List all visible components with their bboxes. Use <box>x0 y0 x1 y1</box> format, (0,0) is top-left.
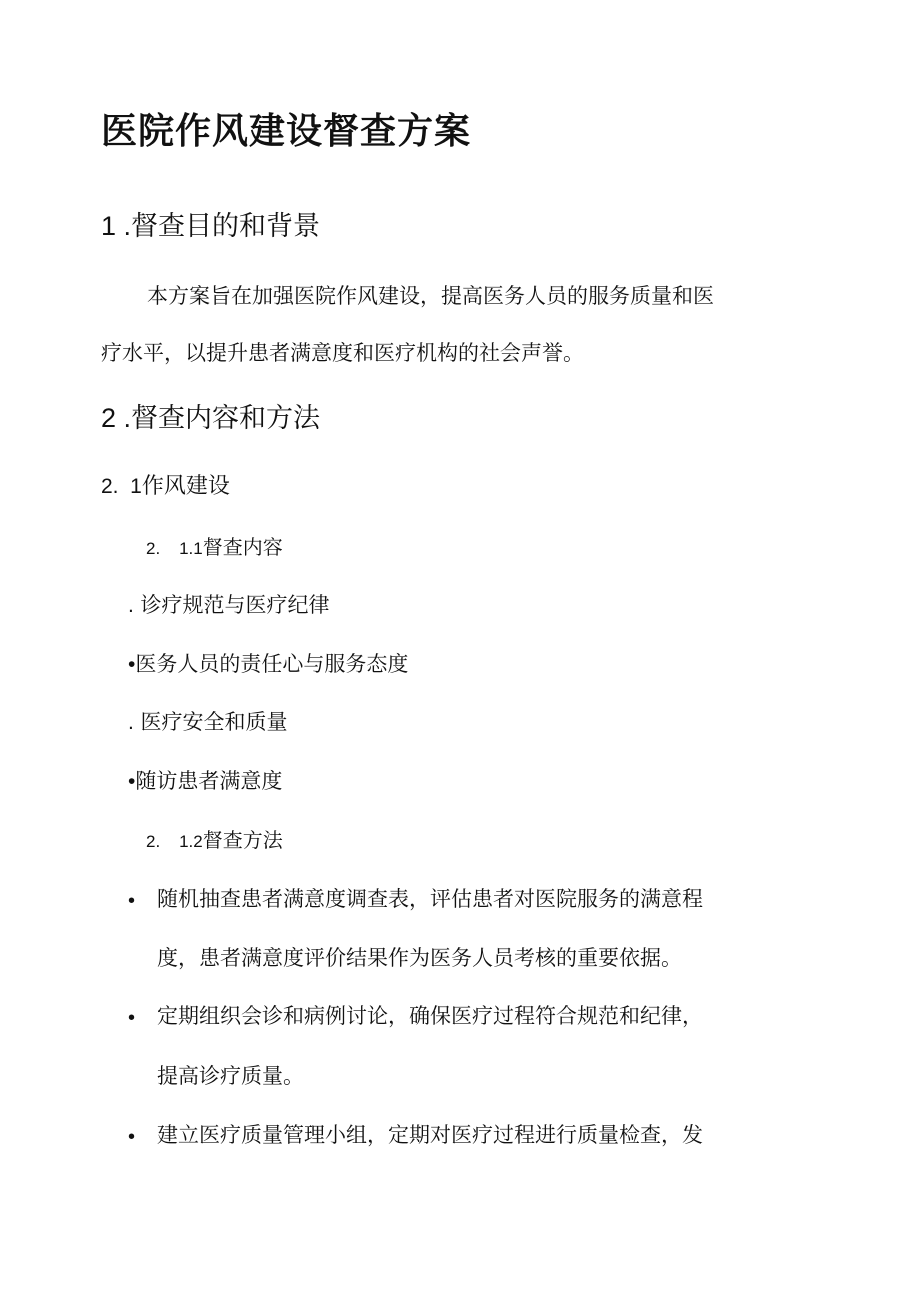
list-marker: . <box>128 594 134 617</box>
content-item <box>128 654 408 675</box>
list-item-text: 随访患者满意度 <box>135 769 283 793</box>
bullet-marker: • <box>128 1126 136 1148</box>
content-item <box>128 595 330 616</box>
subsection-2-1-heading <box>101 476 230 498</box>
section-2-title: 督查内容和方法 <box>131 403 321 434</box>
section-2-heading <box>101 405 320 432</box>
list-item-text: 医疗安全和质量 <box>140 710 288 734</box>
section-1-paragraph-line-2: 疗水平，以提升患者满意度和医疗机构的社会声誉。 <box>101 341 584 365</box>
subsection-2-1-1-number: 2. 1.1 <box>146 539 203 558</box>
section-1-title: 督查目的和背景 <box>131 211 321 242</box>
bullet-marker: • <box>128 653 136 676</box>
section-1-paragraph-line-1: 本方案旨在加强医院作风建设，提高医务人员的服务质量和医 <box>147 284 714 308</box>
content-item <box>128 712 288 733</box>
method-item-2-line-1: 定期组织会诊和病例讨论，确保医疗过程符合规范和纪律， <box>157 1004 703 1028</box>
section-1-number: 1 . <box>101 211 132 241</box>
document-title: 医院作风建设督查方案 <box>101 110 472 152</box>
bullet-marker: • <box>128 1007 136 1029</box>
method-item-3-line-1: 建立医疗质量管理小组，定期对医疗过程进行质量检查，发 <box>157 1123 703 1147</box>
method-item-1-line-1: 随机抽查患者满意度调查表，评估患者对医院服务的满意程 <box>157 887 703 911</box>
list-item-text: 医务人员的责任心与服务态度 <box>135 652 409 676</box>
list-marker: . <box>128 711 134 734</box>
section-1-heading <box>101 213 320 240</box>
method-item-2-line-2: 提高诊疗质量。 <box>157 1064 304 1088</box>
subsection-2-1-2-heading <box>146 830 283 850</box>
list-item-text: 诊疗规范与医疗纪律 <box>140 593 330 617</box>
subsection-2-1-2-title: 督查方法 <box>202 828 283 852</box>
subsection-2-1-1-title: 督查内容 <box>202 535 283 559</box>
bullet-marker: • <box>128 770 136 793</box>
section-2-number: 2 . <box>101 403 132 433</box>
subsection-2-1-2-number: 2. 1.2 <box>146 832 203 851</box>
subsection-2-1-title: 作风建设 <box>141 474 230 499</box>
subsection-2-1-1-heading <box>146 537 283 557</box>
content-item <box>128 771 282 792</box>
bullet-marker: • <box>128 890 136 912</box>
subsection-2-1-number: 2. 1 <box>101 475 142 498</box>
method-item-1-line-2: 度，患者满意度评价结果作为医务人员考核的重要依据。 <box>157 946 682 970</box>
